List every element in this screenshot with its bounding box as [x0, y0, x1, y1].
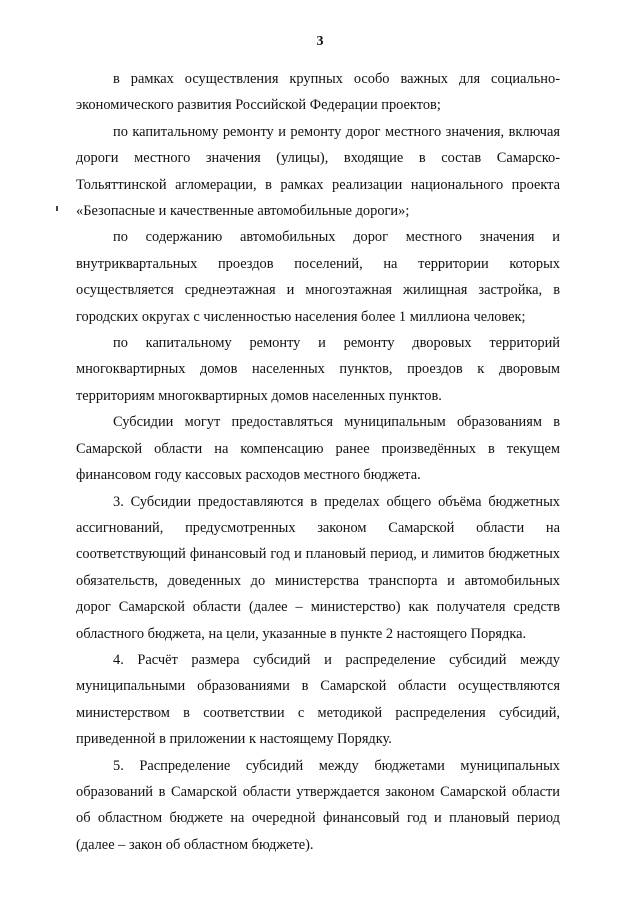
- paragraph-courtyard-repair: по капитальному ремонту и ремонту дворовых территорий многоквартирных домов населенных пунктов, проездов к дворовым территориям многоквартирных домов населенных пунктов.: [76, 335, 560, 404]
- paragraph-capital-repair-roads: по капитальному ремонту и ремонту дорог местного значения, включая дороги местного значения (улицы), входящие в состав Самарско-Тольяттинской агломерации, в рамках реализации национального проекта «Безопасные и качественные автомобильные дороги»;: [76, 123, 560, 220]
- paragraph-item-3: 3. Субсидии предоставляются в пределах общего объёма бюджетных ассигнований, предусмотренных законом Самарской области на соответствующий финансовый год и плановый период, и лимитов бюджетных обязательств, доведенных до министерства транспорта и автомобильных дорог Самарской области (далее – министерство) как получателя средств областного бюджета, на цели, указанные в пункте 2 настоящего Порядка.: [76, 493, 560, 642]
- paragraph-item-4: 4. Расчёт размера субсидий и распределение субсидий между муниципальными образованиями в Самарской области осуществляются министерством в соответствии с методикой распределения субсидий, приведенной в приложении к настоящему Порядку.: [76, 651, 560, 748]
- page-number: 3: [316, 34, 324, 49]
- paragraph-item-5: 5. Распределение субсидий между бюджетами муниципальных образований в Самарской области утверждается законом Самарской области об областном бюджете на очередной финансовый год и плановый период (далее – закон об областном бюджете).: [76, 757, 560, 853]
- document-body: [76, 66, 560, 858]
- paragraph-road-maintenance: по содержанию автомобильных дорог местного значения и внутриквартальных проездов поселений, на территории которых осуществляется среднеэтажная и многоэтажная жилищная застройка, в городских округах с численностью населения более 1 миллиона человек;: [76, 229, 560, 325]
- paragraph-compensation: Субсидии могут предоставляться муниципальным образованиям в Самарской области на компенсацию ранее произведённых в текущем финансовом году кассовых расходов местного бюджета.: [76, 414, 560, 484]
- paragraph-major-projects: в рамках осуществления крупных особо важных для социально-экономического развития Российской Федерации проектов;: [76, 71, 560, 114]
- scan-artifact-mark: [56, 206, 58, 211]
